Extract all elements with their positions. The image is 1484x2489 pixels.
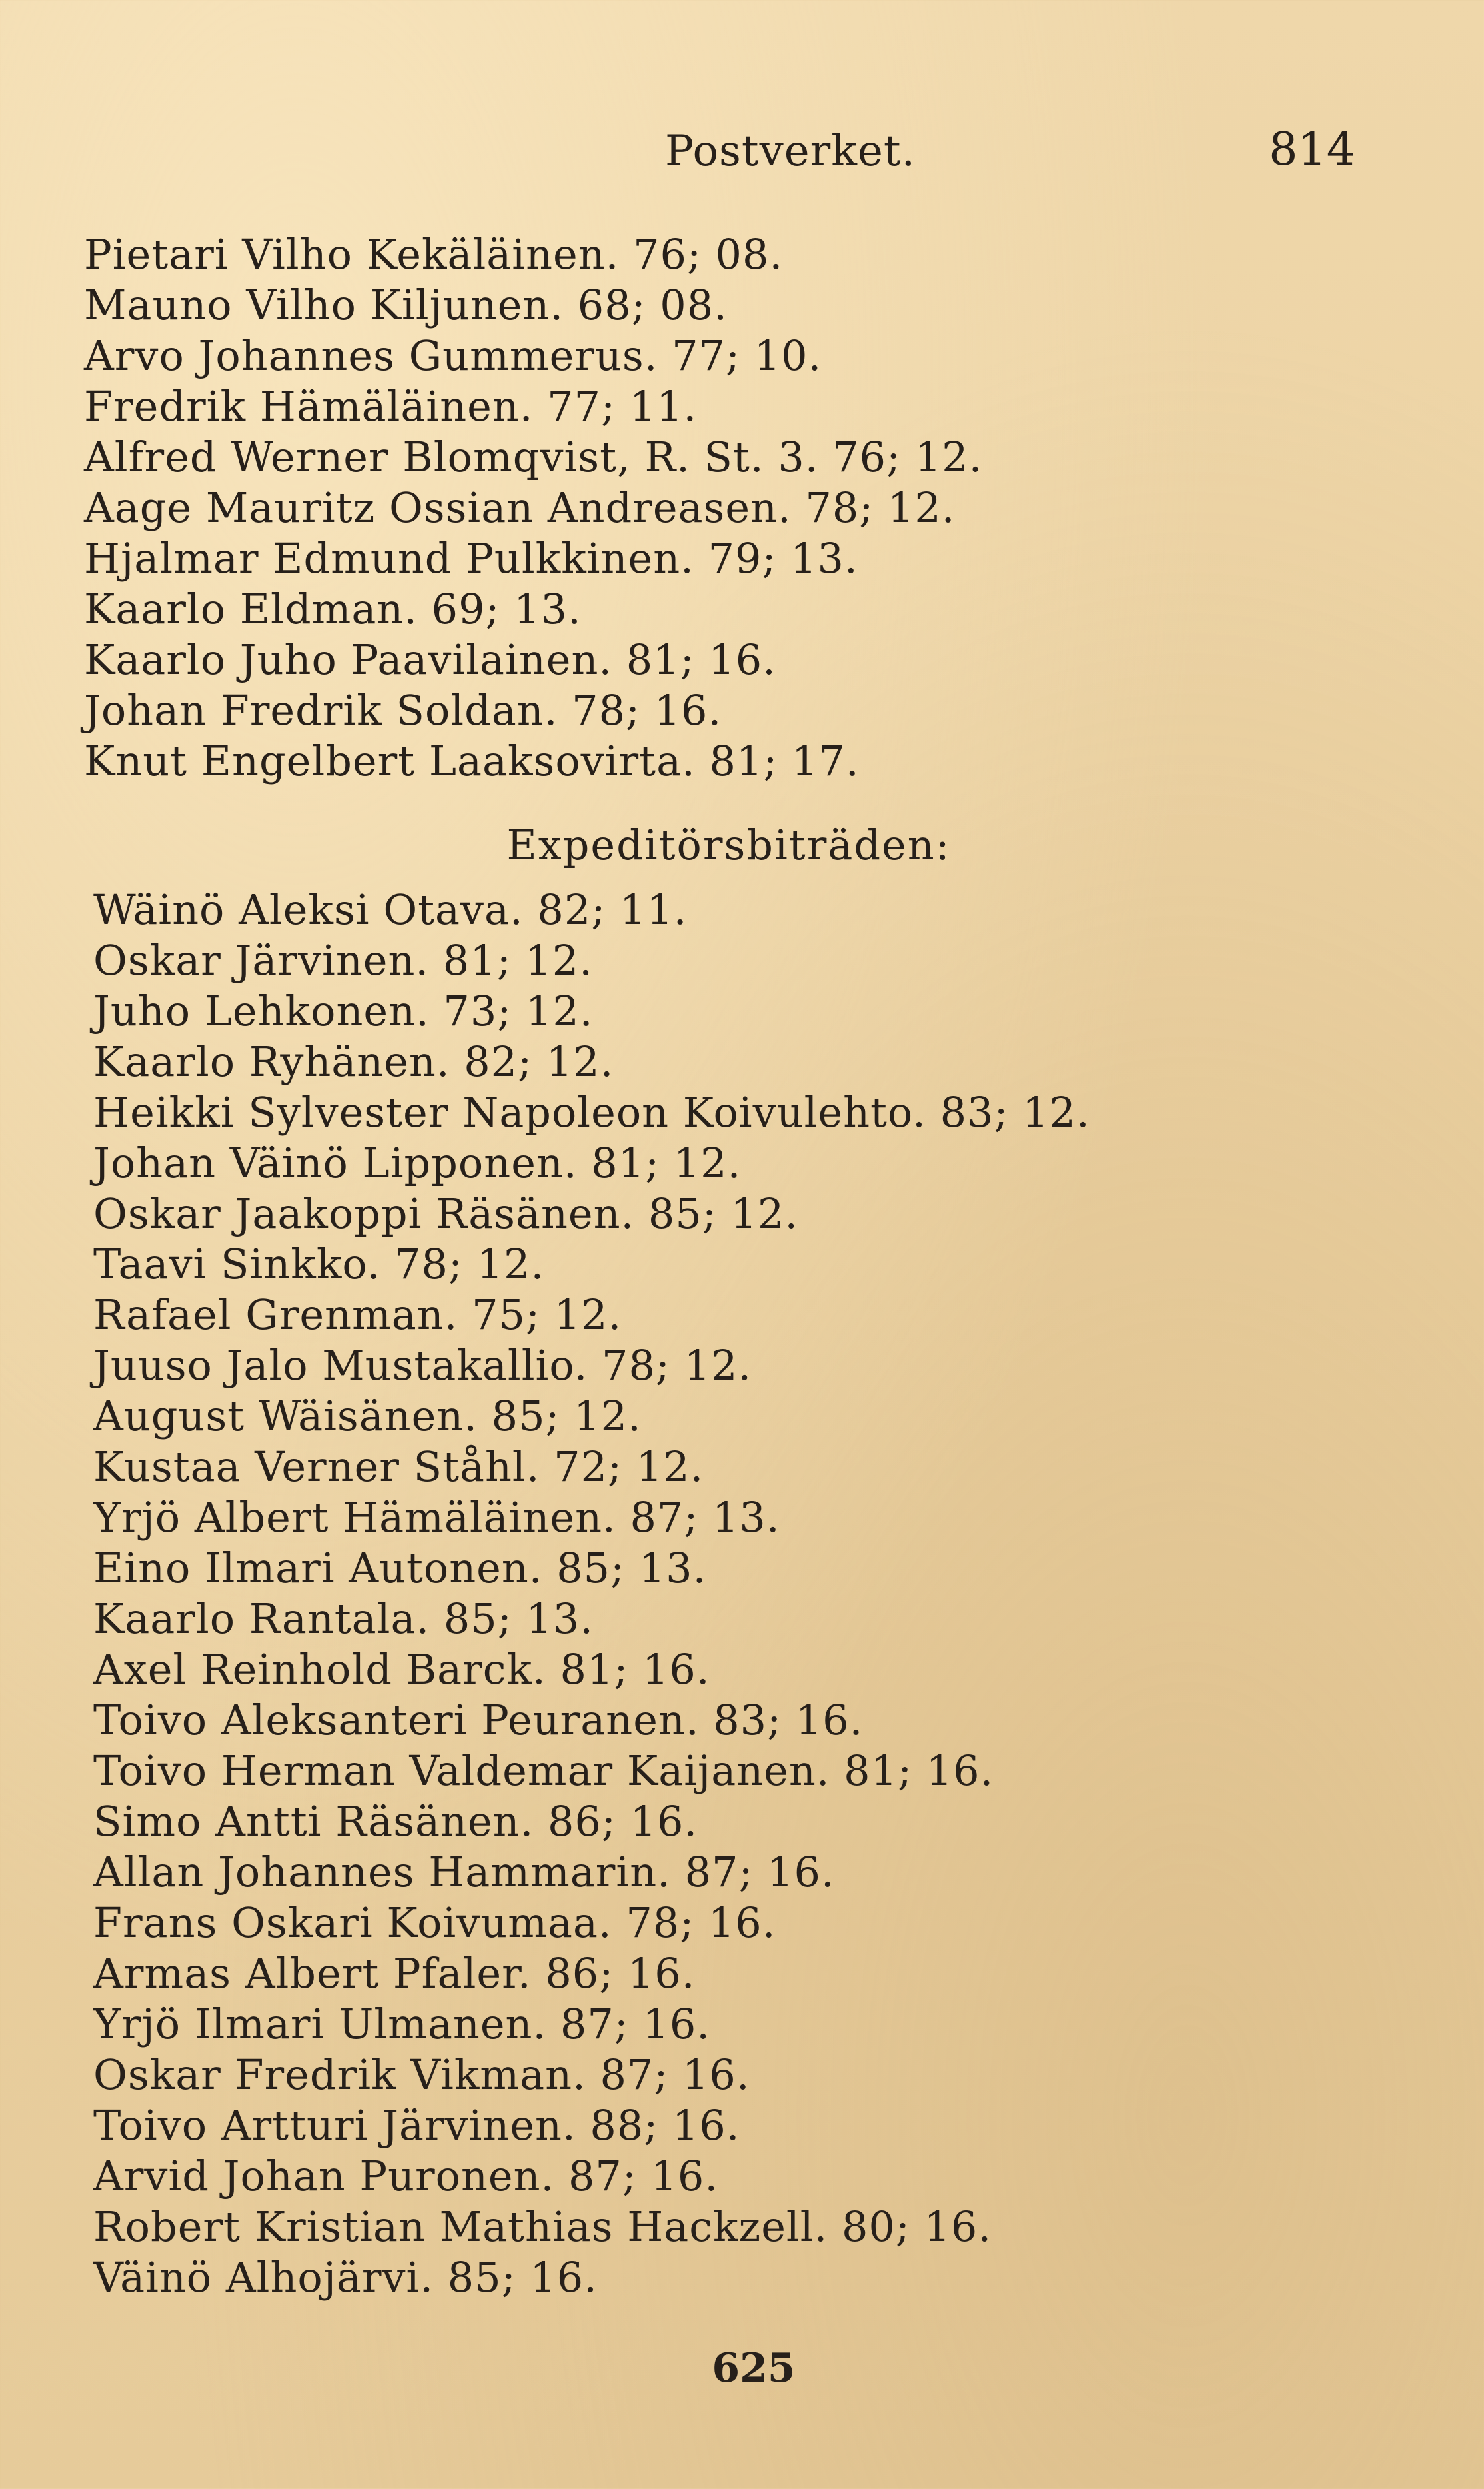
staff-list-officials [0, 229, 1484, 787]
list-item: August Wäisänen. 85; 12. [93, 1392, 642, 1440]
staff-list-assistants [0, 885, 1484, 2303]
list-item: Armas Albert Pfaler. 86; 16. [93, 1949, 696, 1998]
running-header-title: Postverket. [665, 127, 916, 176]
list-item: Rafael Grenman. 75; 12. [93, 1290, 622, 1339]
list-item: Arvid Johan Puronen. 87; 16. [93, 2152, 719, 2200]
list-item: Johan Fredrik Soldan. 78; 16. [84, 686, 722, 735]
list-item: Oskar Järvinen. 81; 12. [93, 936, 593, 985]
list-item: Johan Väinö Lipponen. 81; 12. [93, 1139, 742, 1187]
list-item: Pietari Vilho Kekäläinen. 76; 08. [84, 230, 784, 279]
list-item: Alfred Werner Blomqvist, R. St. 3. 76; 12. [84, 433, 983, 481]
list-item: Simo Antti Räsänen. 86; 16. [93, 1797, 698, 1846]
list-item: Toivo Aleksanteri Peuranen. 83; 16. [93, 1696, 864, 1744]
list-item: Kustaa Verner Ståhl. 72; 12. [93, 1442, 704, 1491]
list-item: Toivo Artturi Järvinen. 88; 16. [93, 2101, 740, 2150]
list-item: Fredrik Hämäläinen. 77; 11. [84, 382, 698, 431]
list-item: Kaarlo Juho Paavilainen. 81; 16. [84, 635, 776, 684]
signature-mark: 625 [712, 2345, 796, 2392]
list-item: Mauno Vilho Kiljunen. 68; 08. [84, 281, 728, 329]
list-item: Kaarlo Eldman. 69; 13. [84, 585, 582, 633]
list-item: Robert Kristian Mathias Hackzell. 80; 16. [93, 2202, 992, 2251]
list-item: Kaarlo Ryhänen. 82; 12. [93, 1037, 614, 1086]
list-item: Yrjö Ilmari Ulmanen. 87; 16. [93, 2000, 710, 2048]
list-item: Taavi Sinkko. 78; 12. [93, 1240, 545, 1288]
list-item: Knut Engelbert Laaksovirta. 81; 17. [84, 737, 860, 785]
list-item: Oskar Jaakoppi Räsänen. 85; 12. [93, 1189, 799, 1238]
list-item: Oskar Fredrik Vikman. 87; 16. [93, 2050, 750, 2099]
list-item: Wäinö Aleksi Otava. 82; 11. [93, 885, 688, 934]
list-item: Kaarlo Rantala. 85; 13. [93, 1594, 594, 1643]
list-item: Juuso Jalo Mustakallio. 78; 12. [93, 1341, 752, 1390]
list-item: Axel Reinhold Barck. 81; 16. [93, 1645, 710, 1694]
page-number: 814 [1269, 123, 1355, 176]
list-item: Frans Oskari Koivumaa. 78; 16. [93, 1898, 776, 1947]
list-item: Heikki Sylvester Napoleon Koivulehto. 83; 12. [93, 1088, 1090, 1137]
list-item: Arvo Johannes Gummerus. 77; 10. [84, 331, 822, 380]
list-item: Hjalmar Edmund Pulkkinen. 79; 13. [84, 534, 858, 583]
list-item: Allan Johannes Hammarin. 87; 16. [93, 1848, 835, 1896]
list-item: Eino Ilmari Autonen. 85; 13. [93, 1544, 707, 1592]
list-item: Toivo Herman Valdemar Kaijanen. 81; 16. [93, 1746, 994, 1795]
list-item: Juho Lehkonen. 73; 12. [93, 987, 594, 1035]
list-item: Yrjö Albert Hämäläinen. 87; 13. [93, 1493, 780, 1542]
list-item: Aage Mauritz Ossian Andreasen. 78; 12. [84, 483, 956, 532]
list-item: Väinö Alhojärvi. 85; 16. [93, 2253, 598, 2302]
section-heading: Expeditörsbiträden: [506, 821, 951, 869]
